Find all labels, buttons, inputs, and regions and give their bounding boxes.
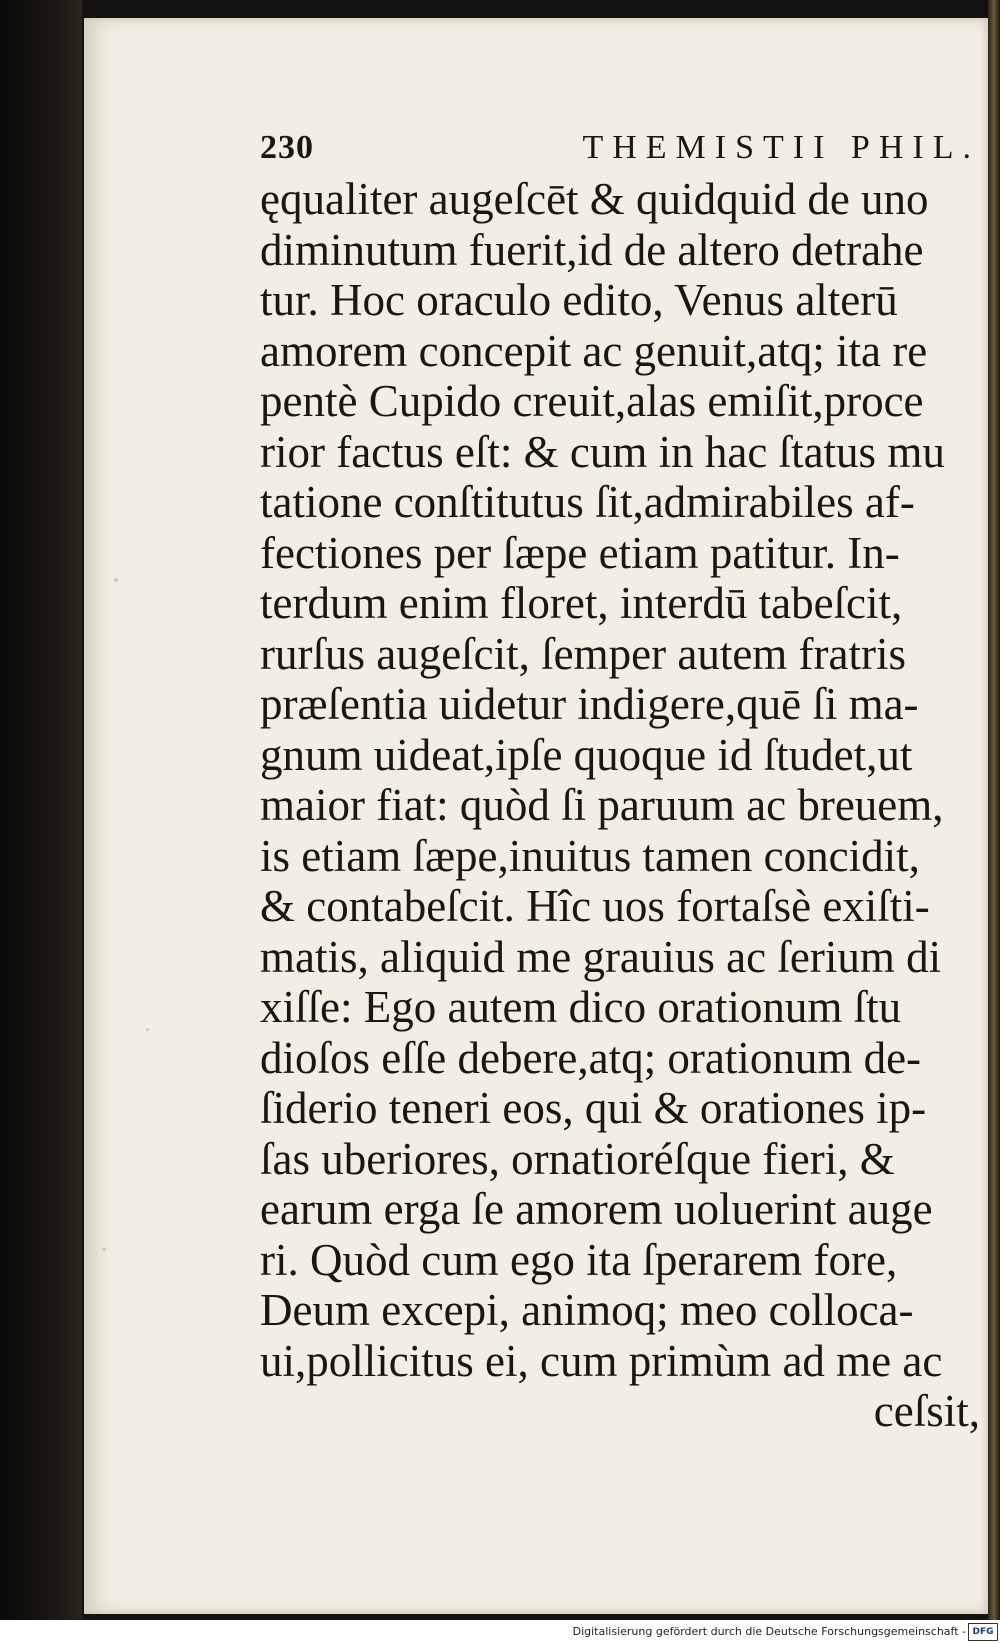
text-line: is etiam ſæpe,inuitus tamen concidit, [260,830,920,881]
catchword: ceſsit, [873,1386,980,1436]
body-text [260,174,980,1386]
text-line: maior fiat: quòd ſi paruum ac breuem, [260,780,944,830]
text-line: & contabeſcit. Hîc uos fortaſsè exiſti- [260,881,930,931]
running-head [260,122,980,174]
book-fore-edge [988,0,1000,1620]
paper-speck [114,578,118,582]
text-line: rurſus augeſcit, ſemper autem fratris [260,628,906,679]
running-title: THEMISTII PHIL. [582,129,980,166]
text-line: matis, aliquid me grauius ac ſerium di [260,931,942,982]
text-line: præſentia uidetur indigere,quē ſi ma- [260,679,919,729]
text-line: tatione conſtitutus ſit,admirabiles af- [260,477,915,527]
digitization-credit: Digitalisierung gefördert durch die Deutsche Forschungsgemeinschaft - [572,1625,966,1638]
paper-speck [146,1028,149,1031]
text-line: dioſos eſſe debere,atq; orationum de- [260,1032,922,1083]
text-line: earum erga ſe amorem uoluerint auge [260,1184,933,1234]
book-gutter-edge [0,0,82,1620]
text-line: tur. Hoc oraculo edito, Venus alterū [260,275,898,325]
text-block [260,122,980,1437]
page-number: 230 [260,129,314,166]
dfg-logo: DFG [968,1623,998,1641]
text-line: gnum uideat,ipſe quoque id ſtudet,ut [260,729,913,780]
text-line: xiſſe: Ego autem dico orationum ſtu [260,982,902,1032]
text-line: rior factus eſt: & cum in hac ſtatus mu [260,426,945,477]
text-line: ſiderio teneri eos, qui & orationes ip- [260,1083,927,1133]
text-line: Deum excepi, animoq; meo colloca- [260,1285,914,1335]
book-page [84,18,988,1614]
text-line: diminutum fuerit,id de altero detrahe [260,224,924,275]
paper-speck [102,1248,106,1251]
text-line: pentè Cupido creuit,alas emiſit,proce [260,376,924,426]
text-line: ſas uberiores, ornatioréſque fieri, & [260,1133,895,1184]
text-line: ri. Quòd cum ego ita ſperarem fore, [260,1234,898,1285]
text-line: amorem concepit ac genuit,atq; ita re [260,325,928,376]
text-line: fectiones per ſæpe etiam patitur. In- [260,527,900,578]
text-line: terdum enim floret, interdū tabeſcit, [260,578,903,628]
text-line: ęqualiter augeſcēt & quidquid de uno [260,174,929,224]
text-line: ui,pollicitus ei, cum primùm ad me ac [260,1335,943,1386]
